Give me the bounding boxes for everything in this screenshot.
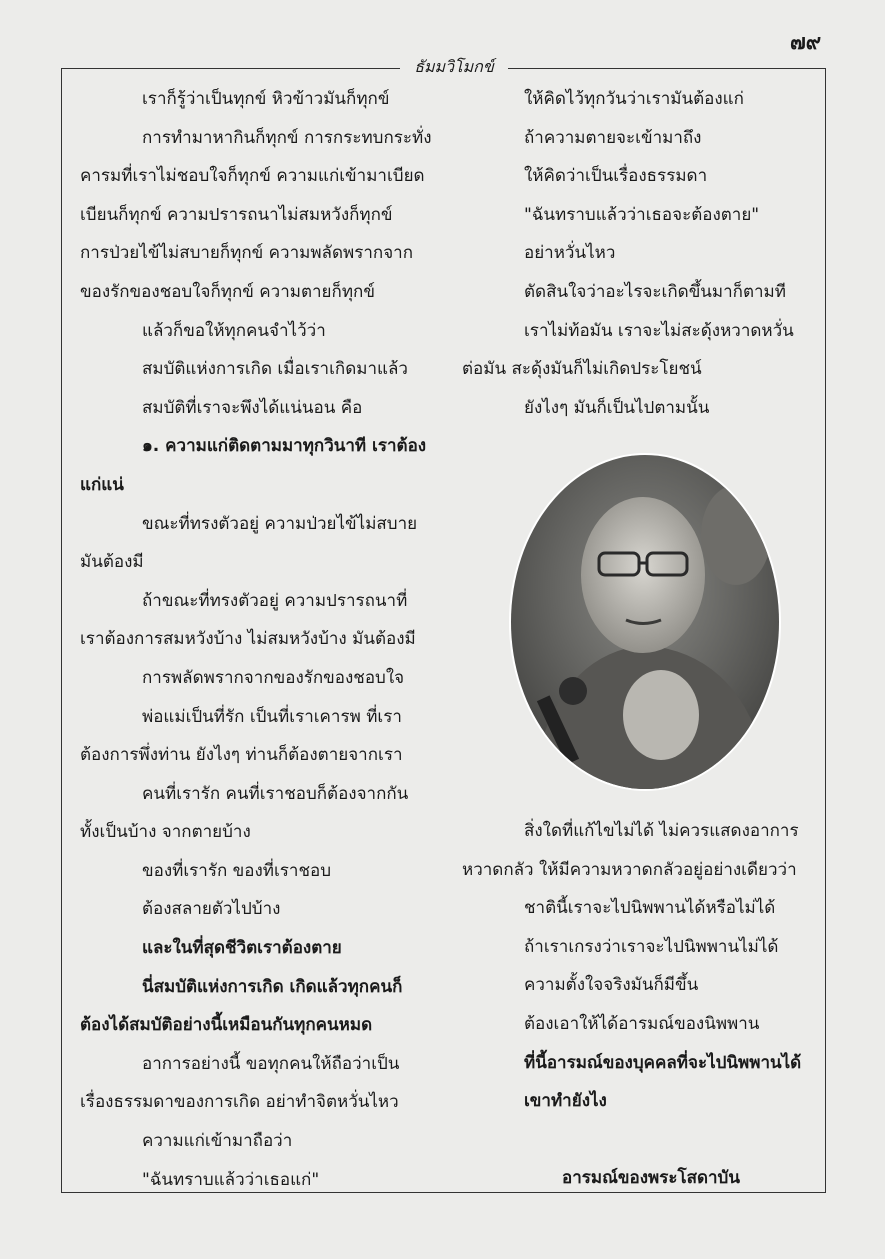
left-column <box>80 80 455 1199</box>
text-line: สมบัติแห่งการเกิด เมื่อเราเกิดมาแล้ว <box>142 359 408 380</box>
text-line: ถ้าเราเกรงว่าเราจะไปนิพพานไม่ได้ <box>524 936 779 957</box>
right-column-bottom <box>462 812 822 1198</box>
text-line: ของรักของชอบใจก็ทุกข์ ความตายก็ทุกข์ <box>80 281 375 302</box>
text-line: แล้วก็ขอให้ทุกคนจำไว้ว่า <box>142 320 326 341</box>
text-line: เรื่องธรรมดาของการเกิด อย่าทำจิตหวั่นไหว <box>80 1092 399 1113</box>
text-line: ที่นี้อารมณ์ของบุคคลที่จะไปนิพพานได้ <box>524 1052 802 1073</box>
text-line: ให้คิดไว้ทุกวันว่าเรามันต้องแก่ <box>524 89 744 109</box>
text-line: คนที่เรารัก คนที่เราชอบก็ต้องจากกัน <box>142 783 409 804</box>
text-line: นี่สมบัติแห่งการเกิด เกิดแล้วทุกคนก็ <box>142 976 403 997</box>
text-line: เราก็รู้ว่าเป็นทุกข์ หิวข้าวมันก็ทุกข์ <box>142 89 390 109</box>
running-header: ธัมมวิโมกข์ <box>400 55 508 80</box>
right-column-top <box>462 80 822 427</box>
text-line <box>462 1121 822 1160</box>
text-line: ทั้งเป็นบ้าง จากตายบ้าง <box>80 822 251 843</box>
text-line: และในที่สุดชีวิตเราต้องตาย <box>142 938 342 959</box>
text-line: หวาดกลัว ให้มีความหวาดกลัวอยู่อย่างเดียวว่า <box>462 859 797 880</box>
text-line: ต้องได้สมบัติอย่างนี้เหมือนกันทุกคนหมด <box>80 1015 373 1036</box>
text-line: การป่วยไข้ไม่สบายก็ทุกข์ ความพลัดพรากจาก <box>80 243 413 264</box>
text-line: ความตั้งใจจริงมันก็มีขึ้น <box>524 975 699 996</box>
text-line: พ่อแม่เป็นที่รัก เป็นที่เราเคารพ ที่เรา <box>142 706 402 727</box>
text-line: แก่แน่ <box>80 474 124 495</box>
text-line: การพลัดพรากจากของรักของชอบใจ <box>142 667 405 688</box>
text-line: อารมณ์ของพระโสดาบัน <box>562 1168 740 1189</box>
text-line: เขาทำยังไง <box>524 1091 607 1112</box>
text-line: "ฉันทราบแล้วว่าเธอจะต้องตาย" <box>524 204 760 225</box>
text-line: สิ่งใดที่แก้ไขไม่ได้ ไม่ควรแสดงอาการ <box>524 821 799 841</box>
text-line: เบียนก็ทุกข์ ความปรารถนาไม่สมหวังก็ทุกข์ <box>80 204 393 225</box>
text-line: เราต้องการสมหวังบ้าง ไม่สมหวังบ้าง มันต้องมี <box>80 629 416 650</box>
text-line: ถ้าความตายจะเข้ามาถึง <box>524 127 702 148</box>
text-line: คารมที่เราไม่ชอบใจก็ทุกข์ ความแก่เข้ามาเบียด <box>80 166 425 187</box>
text-line: ชาตินี้เราจะไปนิพพานได้หรือไม่ได้ <box>524 898 776 919</box>
text-line: ๑. ความแก่ติดตามมาทุกวินาที เราต้อง <box>142 436 427 457</box>
text-line: มันต้องมี <box>80 552 144 573</box>
text-line: ต้องสลายตัวไปบ้าง <box>142 899 281 920</box>
monk-portrait-illustration <box>511 455 779 789</box>
text-line: ของที่เรารัก ของที่เราชอบ <box>142 860 332 881</box>
text-line: "ฉันทราบแล้วว่าเธอแก่" <box>142 1169 320 1190</box>
text-line: ความแก่เข้ามาถือว่า <box>142 1131 293 1152</box>
text-line: สมบัติที่เราจะพึงได้แน่นอน คือ <box>142 397 363 418</box>
text-line: ต่อมัน สะดุ้งมันก็ไม่เกิดประโยชน์ <box>462 359 702 380</box>
text-line: ให้คิดว่าเป็นเรื่องธรรมดา <box>524 166 708 187</box>
portrait-photo <box>509 453 781 791</box>
text-line: การทำมาหากินก็ทุกข์ การกระทบกระทั่ง <box>142 127 432 148</box>
text-line: ขณะที่ทรงตัวอยู่ ความป่วยไข้ไม่สบาย <box>142 513 418 534</box>
text-line: เราไม่ท้อมัน เราจะไม่สะดุ้งหวาดหวั่น <box>524 320 794 341</box>
text-line: ตัดสินใจว่าอะไรจะเกิดขึ้นมาก็ตามที <box>524 281 786 302</box>
text-line: อาการอย่างนี้ ขอทุกคนให้ถือว่าเป็น <box>142 1053 400 1074</box>
text-line: ถ้าขณะที่ทรงตัวอยู่ ความปรารถนาที่ <box>142 590 408 611</box>
text-line: ยังไงๆ มันก็เป็นไปตามนั้น <box>524 397 710 418</box>
text-line: ต้องเอาให้ได้อารมณ์ของนิพพาน <box>524 1013 760 1034</box>
text-line: ต้องการพึ่งท่าน ยังไงๆ ท่านก็ต้องตายจากเรา <box>80 745 403 766</box>
page-number: ๗๙ <box>790 29 822 54</box>
text-line: อย่าหวั่นไหว <box>524 243 616 264</box>
